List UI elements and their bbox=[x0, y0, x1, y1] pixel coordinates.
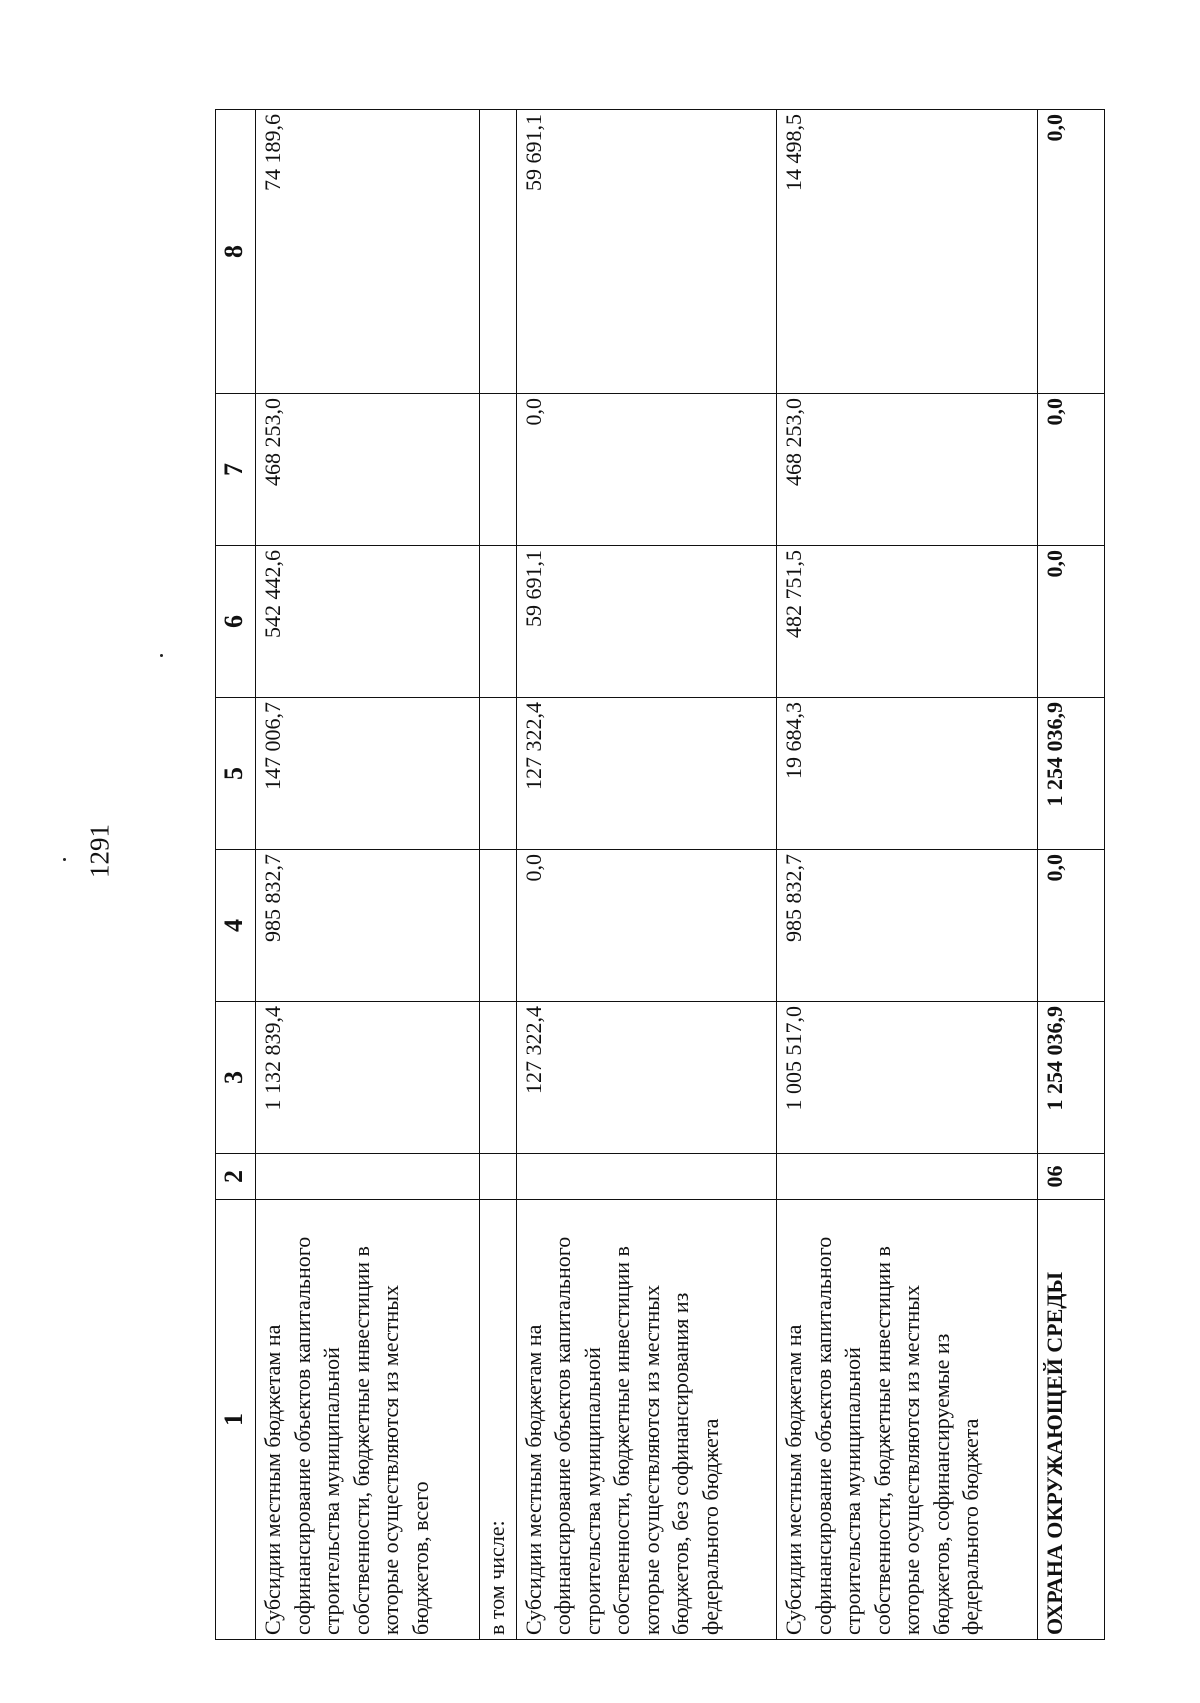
cell-col5 bbox=[479, 698, 516, 850]
cell-col5: 127 322,4 bbox=[516, 698, 776, 850]
cell-col7: 468 253,0 bbox=[777, 394, 1037, 546]
row-code bbox=[479, 1154, 516, 1200]
cell-col8 bbox=[479, 110, 516, 394]
col-header-1: 1 bbox=[216, 1200, 256, 1640]
scan-speck bbox=[160, 654, 163, 657]
cell-col5: 1 254 036,9 bbox=[1037, 698, 1104, 850]
cell-col4: 985 832,7 bbox=[777, 850, 1037, 1002]
cell-col5: 147 006,7 bbox=[256, 698, 480, 850]
row-code bbox=[256, 1154, 480, 1200]
cell-col6: 0,0 bbox=[1037, 546, 1104, 698]
cell-col4: 0,0 bbox=[516, 850, 776, 1002]
cell-col5: 19 684,3 bbox=[777, 698, 1037, 850]
scan-speck bbox=[63, 858, 66, 861]
row-label: Субсидии местным бюджетам на софинансирование объектов капитального строительства муниципальной собственности, бюджетные инвестиции в которые осуществляются из местных бюджетов, всего bbox=[256, 1200, 480, 1640]
cell-col7 bbox=[479, 394, 516, 546]
table-row bbox=[516, 110, 776, 1640]
cell-col3: 1 005 517,0 bbox=[777, 1002, 1037, 1154]
col-header-5: 5 bbox=[216, 698, 256, 850]
row-label: Субсидии местным бюджетам на софинансирование объектов капитального строительства муниципальной собственности, бюджетные инвестиции в которые осуществляются из местных бюджетов, софинансируемые из федерального бюджета bbox=[777, 1200, 1037, 1640]
cell-col8: 59 691,1 bbox=[516, 110, 776, 394]
cell-col7: 0,0 bbox=[1037, 394, 1104, 546]
cell-col3 bbox=[479, 1002, 516, 1154]
cell-col7: 468 253,0 bbox=[256, 394, 480, 546]
col-header-3: 3 bbox=[216, 1002, 256, 1154]
cell-col4: 985 832,7 bbox=[256, 850, 480, 1002]
cell-col8: 74 189,6 bbox=[256, 110, 480, 394]
table-row bbox=[1037, 110, 1104, 1640]
row-label: в том числе: bbox=[479, 1200, 516, 1640]
rotated-table-container bbox=[215, 110, 1105, 1640]
cell-col3: 1 132 839,4 bbox=[256, 1002, 480, 1154]
cell-col7: 0,0 bbox=[516, 394, 776, 546]
col-header-6: 6 bbox=[216, 546, 256, 698]
cell-col6: 542 442,6 bbox=[256, 546, 480, 698]
cell-col6 bbox=[479, 546, 516, 698]
col-header-2: 2 bbox=[216, 1154, 256, 1200]
row-code: 06 bbox=[1037, 1154, 1104, 1200]
cell-col8: 14 498,5 bbox=[777, 110, 1037, 394]
page-number: 1291 bbox=[84, 824, 115, 878]
row-label: ОХРАНА ОКРУЖАЮЩЕЙ СРЕДЫ bbox=[1037, 1200, 1104, 1640]
cell-col6: 482 751,5 bbox=[777, 546, 1037, 698]
row-label: Субсидии местным бюджетам на софинансирование объектов капитального строительства муниципальной собственности, бюджетные инвестиции в которые осуществляются из местных бюджетов, без софинансирования из федерального бюджета bbox=[516, 1200, 776, 1640]
table-row bbox=[777, 110, 1037, 1640]
cell-col4: 0,0 bbox=[1037, 850, 1104, 1002]
cell-col6: 59 691,1 bbox=[516, 546, 776, 698]
row-code bbox=[777, 1154, 1037, 1200]
header-row bbox=[216, 110, 256, 1640]
table-row bbox=[479, 110, 516, 1640]
col-header-7: 7 bbox=[216, 394, 256, 546]
col-header-4: 4 bbox=[216, 850, 256, 1002]
cell-col3: 127 322,4 bbox=[516, 1002, 776, 1154]
cell-col3: 1 254 036,9 bbox=[1037, 1002, 1104, 1154]
cell-col4 bbox=[479, 850, 516, 1002]
cell-col8: 0,0 bbox=[1037, 110, 1104, 394]
budget-table bbox=[215, 109, 1105, 1640]
table-row bbox=[256, 110, 480, 1640]
col-header-8: 8 bbox=[216, 110, 256, 394]
row-code bbox=[516, 1154, 776, 1200]
